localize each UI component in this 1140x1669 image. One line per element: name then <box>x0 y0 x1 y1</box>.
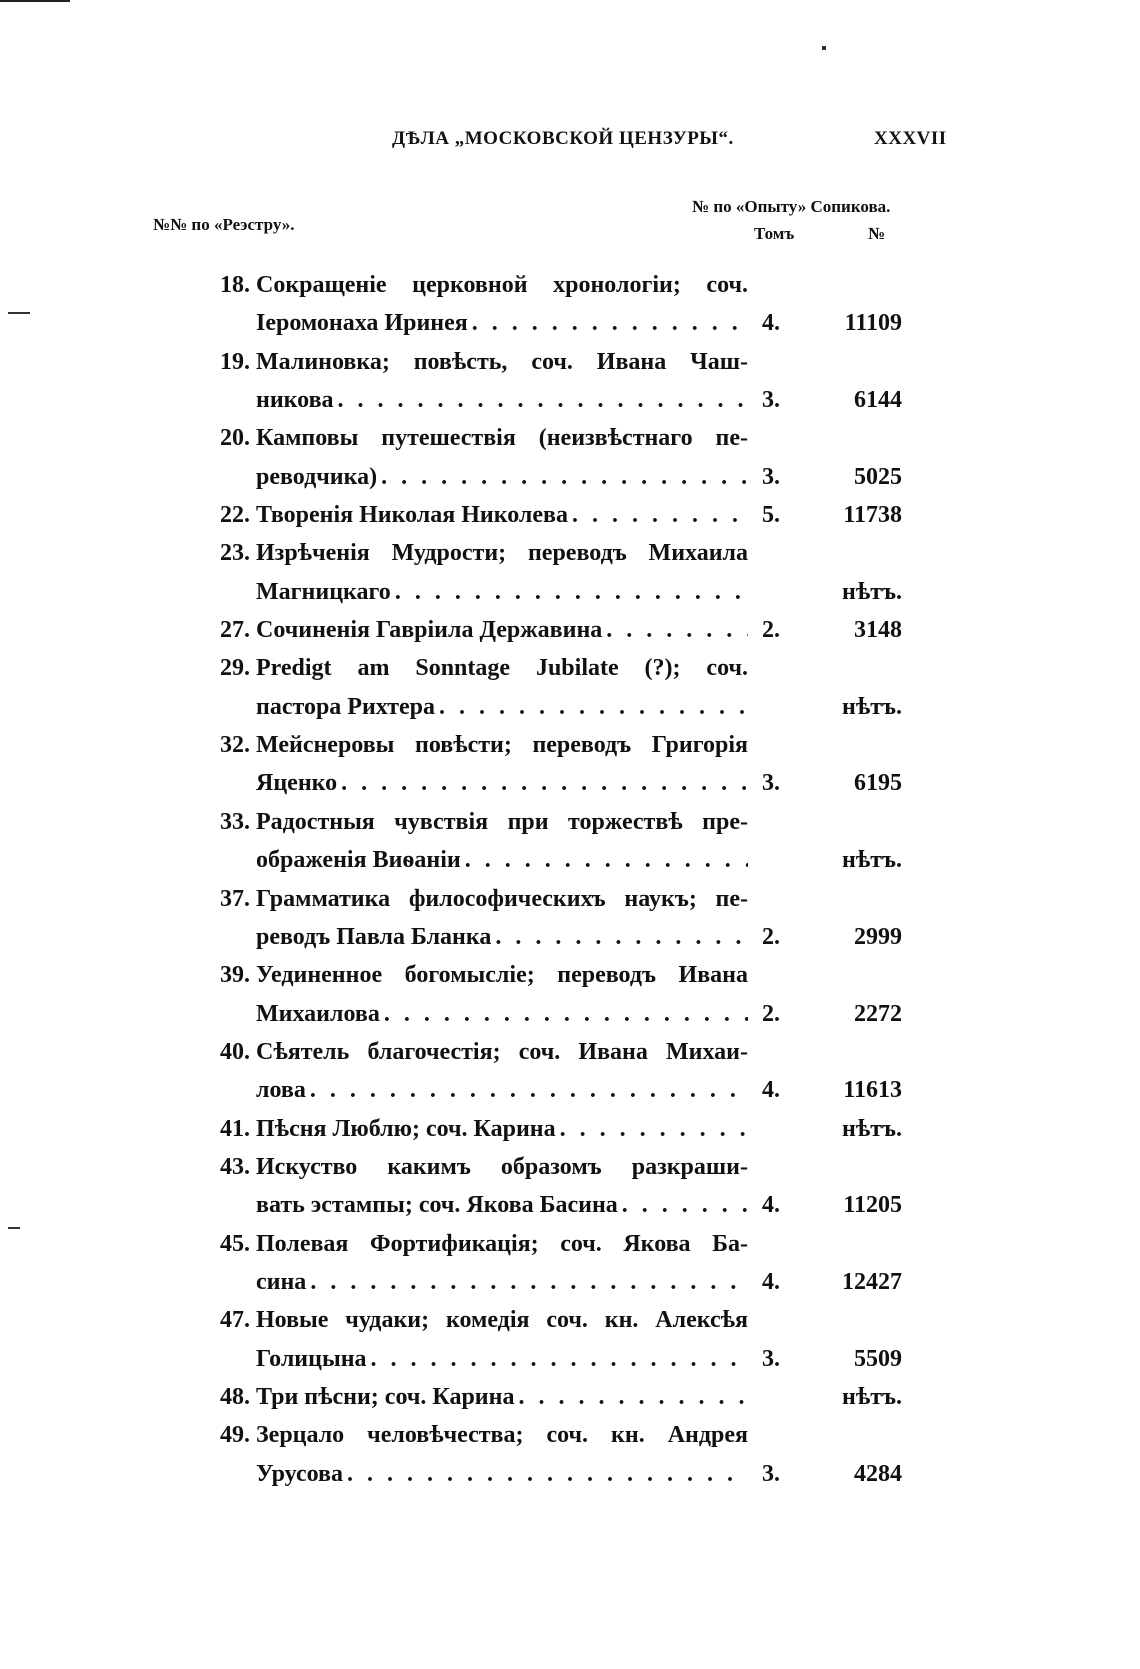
entry-number: 27. <box>220 617 250 644</box>
entry-title-text: никова <box>256 387 334 414</box>
entry-title-end <box>256 1071 748 1109</box>
entry-sopikov-number: 6144 <box>854 387 902 414</box>
dot-leader <box>465 841 748 879</box>
entry-title-end <box>256 1340 748 1378</box>
entry-sopikov-number: 2999 <box>854 923 902 950</box>
entry-line <box>0 304 1140 342</box>
entry-line <box>0 1148 1140 1186</box>
entry-title-text: ображенія Виѳаніи <box>256 847 461 874</box>
entry-line <box>0 803 1140 841</box>
dot-leader <box>381 458 748 496</box>
entry-line <box>0 611 1140 649</box>
entry-title-end <box>256 1263 748 1301</box>
entry-number: 33. <box>220 808 250 835</box>
column-header-left: №№ по «Реэстру». <box>153 215 295 234</box>
entry-title-text: Яценко <box>256 770 338 797</box>
dot-leader <box>518 1378 748 1416</box>
entry-sopikov-number: 2272 <box>854 1000 902 1027</box>
entry-title-line: Радостныя чувствія при торжествѣ пре- <box>256 808 748 835</box>
entry-line <box>0 726 1140 764</box>
entry-title-text: Творенія Николая Николева <box>256 502 568 529</box>
entry-line <box>0 1071 1140 1109</box>
list-item <box>0 266 1140 343</box>
entry-volume: 3. <box>762 1460 780 1487</box>
dot-leader <box>371 1340 748 1378</box>
entry-title-line: Predigt am Sonntage Jubilate (?); соч. <box>256 655 748 682</box>
entry-sopikov-number: 11109 <box>844 310 902 337</box>
dot-leader <box>347 1455 748 1493</box>
entry-title-text: Іеромонаха Иринея <box>256 310 468 337</box>
entry-line <box>0 956 1140 994</box>
entry-title-line: Новые чудаки; комедія соч. кн. Алексѣя <box>256 1307 748 1334</box>
entry-line <box>0 1416 1140 1454</box>
entry-sopikov-number: нѣтъ. <box>841 1115 902 1142</box>
entry-number: 43. <box>220 1153 250 1180</box>
entry-line <box>0 1225 1140 1263</box>
entry-volume: 4. <box>762 1077 780 1104</box>
entry-title-text: реводъ Павла Бланка <box>256 923 492 950</box>
entry-title-end <box>256 458 748 496</box>
entry-title-end <box>256 688 748 726</box>
entry-title-text: реводчика) <box>256 463 378 490</box>
entry-volume: 4. <box>762 310 780 337</box>
entry-title-line: Малиновка; повѣсть, соч. Ивана Чаш- <box>256 348 748 375</box>
entry-line <box>0 419 1140 457</box>
entry-line <box>0 1033 1140 1071</box>
entry-title-text: Голицына <box>256 1345 367 1372</box>
column-header-right: № по «Опыту» Сопикова. <box>692 197 891 216</box>
dot-leader <box>341 764 748 802</box>
entry-sopikov-number: 3148 <box>854 617 902 644</box>
entry-line <box>0 1186 1140 1224</box>
entry-sopikov-number: 11205 <box>843 1192 902 1219</box>
entry-line <box>0 1263 1140 1301</box>
entry-line <box>0 458 1140 496</box>
list-item <box>0 1416 1140 1493</box>
entry-title-text: вать эстампы; соч. Якова Басина <box>256 1192 618 1219</box>
dot-leader <box>439 688 748 726</box>
entry-line <box>0 1455 1140 1493</box>
entry-title-line: Зерцало человѣчества; соч. кн. Андрея <box>256 1422 748 1449</box>
entry-sopikov-number: нѣтъ. <box>841 578 902 605</box>
entry-volume: 3. <box>762 1345 780 1372</box>
entry-line <box>0 1340 1140 1378</box>
entry-title-line: Изрѣченія Мудрости; переводъ Михаила <box>256 540 748 567</box>
entry-title-text: Урусова <box>256 1460 343 1487</box>
dot-leader <box>472 304 748 342</box>
entry-title-line: Искуство какимъ образомъ разкраши- <box>256 1153 748 1180</box>
entry-sopikov-number: 11613 <box>843 1077 902 1104</box>
entry-line <box>0 266 1140 304</box>
entry-line <box>0 841 1140 879</box>
dot-leader <box>338 381 748 419</box>
running-head: ДѢЛА „МОСКОВСКОЙ ЦЕНЗУРЫ“. <box>392 128 734 149</box>
entry-title-line: Сѣятель благочестія; соч. Ивана Михаи- <box>256 1038 748 1065</box>
entry-title-end <box>256 573 748 611</box>
entry-line <box>0 1301 1140 1339</box>
entry-title-line: Сокращеніе церковной хронологіи; соч. <box>256 272 748 298</box>
margin-speck <box>822 46 826 50</box>
entry-number: 29. <box>220 655 250 682</box>
entry-title-line: Полевая Фортификація; соч. Якова Ба- <box>256 1230 748 1257</box>
entry-number: 39. <box>220 962 250 989</box>
entry-line <box>0 918 1140 956</box>
entry-line <box>0 995 1140 1033</box>
page-number: XXXVII <box>874 128 947 149</box>
list-item <box>0 1033 1140 1110</box>
entry-title-text: Сочиненія Гавріила Державина <box>256 617 603 644</box>
column-header-volume: Томъ <box>754 224 795 243</box>
entry-title-end <box>256 611 748 649</box>
entry-title-end <box>256 841 748 879</box>
entry-number: 37. <box>220 885 250 912</box>
dot-leader <box>495 918 748 956</box>
entry-volume: 4. <box>762 1268 780 1295</box>
entry-title-end <box>256 304 748 342</box>
entry-sopikov-number: 5509 <box>854 1345 902 1372</box>
entry-title-end <box>256 1455 748 1493</box>
list-item <box>0 649 1140 726</box>
entry-volume: 4. <box>762 1192 780 1219</box>
list-item <box>0 1301 1140 1378</box>
entry-line <box>0 649 1140 687</box>
entry-title-text: пастора Рихтера <box>256 693 435 720</box>
entry-title-line: Грамматика философическихъ наукъ; пе- <box>256 885 748 912</box>
entry-line <box>0 764 1140 802</box>
entry-line <box>0 381 1140 419</box>
entry-number: 41. <box>220 1115 250 1142</box>
list-item <box>0 1148 1140 1225</box>
entry-line <box>0 496 1140 534</box>
entry-title-text: лова <box>256 1077 306 1104</box>
dot-leader <box>622 1186 748 1224</box>
entry-number: 20. <box>220 425 250 452</box>
entry-title-line: Мейснеровы повѣсти; переводъ Григорія <box>256 732 748 759</box>
list-item <box>0 880 1140 957</box>
list-item <box>0 726 1140 803</box>
dot-leader <box>395 573 748 611</box>
entry-line <box>0 688 1140 726</box>
entry-title-text: Магницкаго <box>256 578 391 605</box>
entry-line <box>0 534 1140 572</box>
entry-title-line: Уединенное богомысліе; переводъ Ивана <box>256 962 748 989</box>
entry-title-text: Пѣсня Люблю; соч. Карина <box>256 1115 556 1142</box>
entry-sopikov-number: 12427 <box>842 1268 902 1295</box>
entry-title-text: Три пѣсни; соч. Карина <box>256 1383 515 1410</box>
entry-sopikov-number: нѣтъ. <box>841 693 902 720</box>
list-item <box>0 956 1140 1033</box>
entry-number: 23. <box>220 540 250 567</box>
dot-leader <box>310 1071 748 1109</box>
entry-sopikov-number: 4284 <box>854 1460 902 1487</box>
list-item <box>0 1378 1140 1416</box>
entry-sopikov-number: 11738 <box>843 502 902 529</box>
entry-sopikov-number: 5025 <box>854 463 902 490</box>
entry-number: 48. <box>220 1383 250 1410</box>
entry-line <box>0 573 1140 611</box>
list-item <box>0 496 1140 534</box>
entry-line <box>0 1378 1140 1416</box>
top-rule <box>0 0 70 2</box>
list-item <box>0 1225 1140 1302</box>
entry-title-text: сина <box>256 1268 307 1295</box>
entry-title-end <box>256 1110 748 1148</box>
entry-sopikov-number: 6195 <box>854 770 902 797</box>
entry-volume: 2. <box>762 923 780 950</box>
entry-number: 47. <box>220 1307 250 1334</box>
list-item <box>0 343 1140 420</box>
entry-title-end <box>256 918 748 956</box>
entry-title-end <box>256 764 748 802</box>
entry-volume: 3. <box>762 770 780 797</box>
entry-volume: 3. <box>762 463 780 490</box>
entry-line <box>0 1110 1140 1148</box>
list-item <box>0 1110 1140 1148</box>
list-item <box>0 803 1140 880</box>
entry-number: 18. <box>220 272 250 298</box>
entry-volume: 5. <box>762 502 780 529</box>
list-item <box>0 611 1140 649</box>
list-item <box>0 419 1140 496</box>
entry-title-end <box>256 995 748 1033</box>
entry-title-line: Камповы путешествія (неизвѣстнаго пе- <box>256 425 748 452</box>
entry-sopikov-number: нѣтъ. <box>841 1383 902 1410</box>
margin-mark <box>8 1227 20 1229</box>
dot-leader <box>606 611 748 649</box>
entry-title-text: Михаилова <box>256 1000 380 1027</box>
dot-leader <box>310 1263 748 1301</box>
list-item <box>0 534 1140 611</box>
entry-title-end <box>256 1186 748 1224</box>
entry-number: 40. <box>220 1038 250 1065</box>
entry-line <box>0 880 1140 918</box>
column-header-number: № <box>868 224 886 243</box>
entry-number: 49. <box>220 1422 250 1449</box>
entry-list <box>0 266 1140 1493</box>
entry-number: 22. <box>220 502 250 529</box>
dot-leader <box>572 496 748 534</box>
entry-number: 19. <box>220 348 250 375</box>
entry-number: 45. <box>220 1230 250 1257</box>
entry-sopikov-number: нѣтъ. <box>841 847 902 874</box>
dot-leader <box>560 1110 748 1148</box>
entry-volume: 2. <box>762 617 780 644</box>
entry-line <box>0 343 1140 381</box>
entry-title-end <box>256 496 748 534</box>
margin-mark <box>8 312 30 314</box>
dot-leader <box>384 995 748 1033</box>
entry-title-end <box>256 381 748 419</box>
entry-volume: 2. <box>762 1000 780 1027</box>
entry-number: 32. <box>220 732 250 759</box>
entry-volume: 3. <box>762 387 780 414</box>
entry-title-end <box>256 1378 748 1416</box>
